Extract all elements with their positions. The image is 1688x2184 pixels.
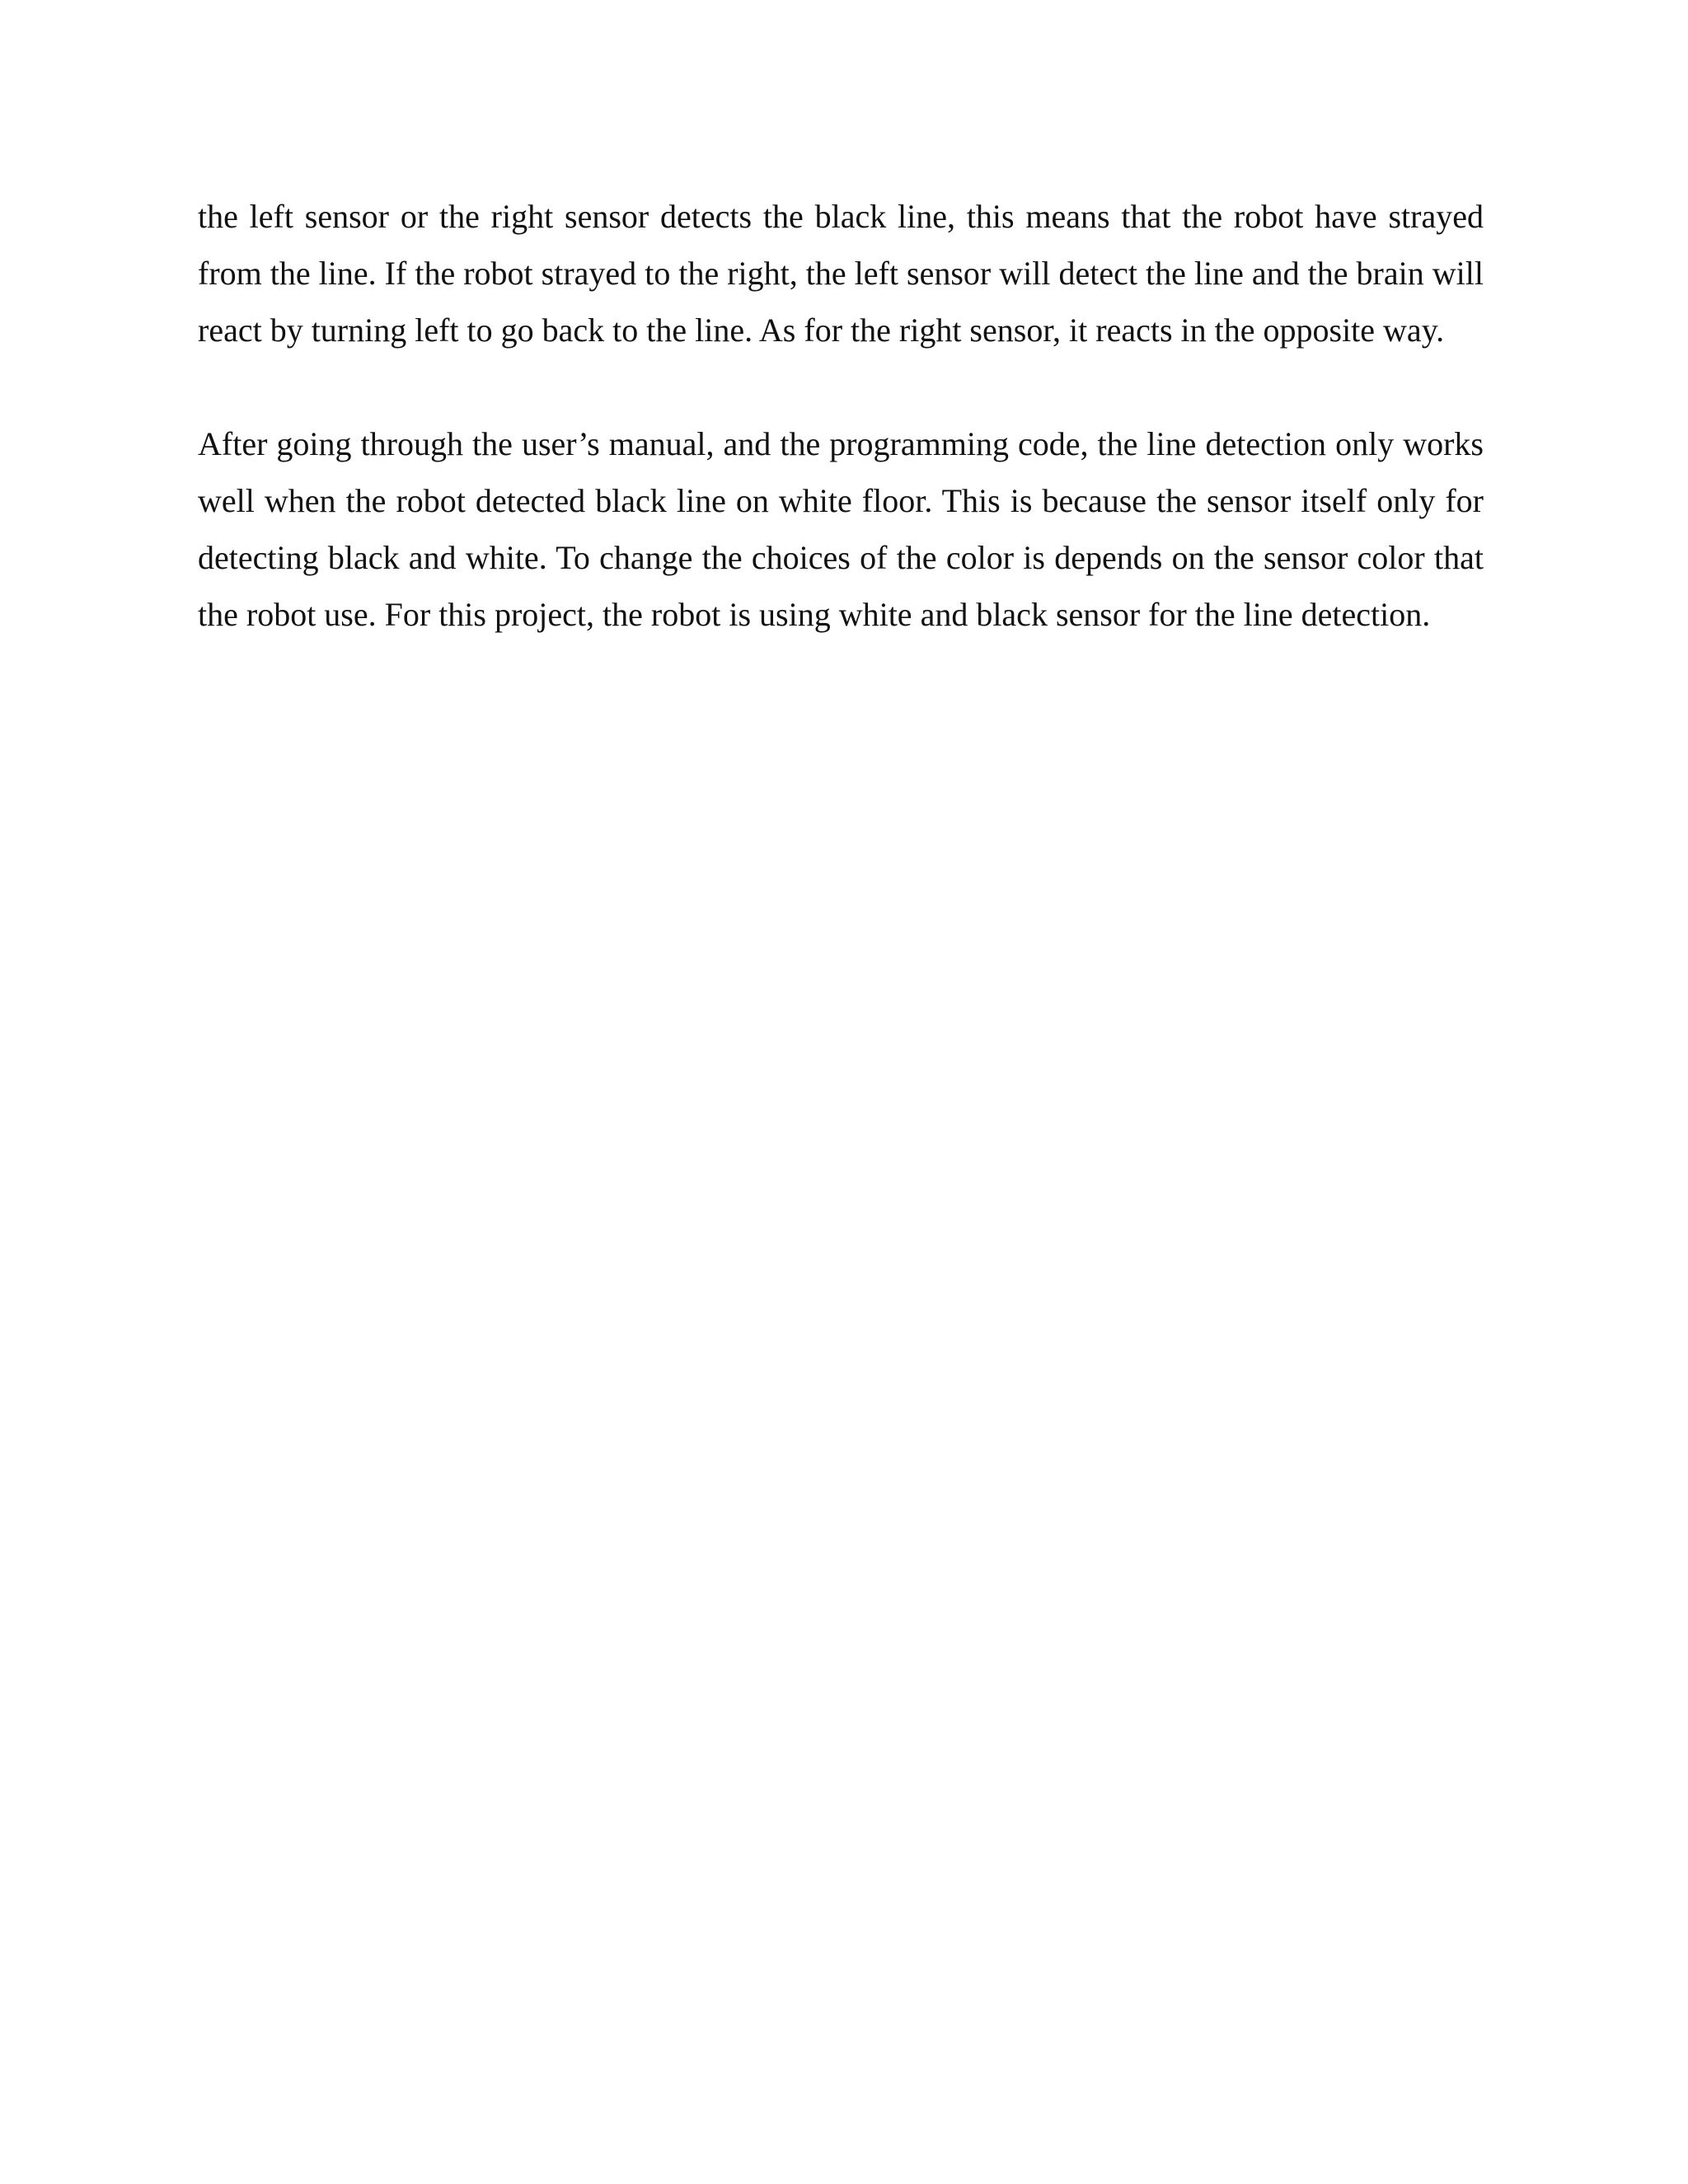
body-paragraph-1: the left sensor or the right sensor detects the black line, this means that the robot have strayed from the line. If the robot strayed to the right, the left sensor will detect the line and the brain will react by turning left to go back to the line. As for the right sensor, it reacts in the opposite way.	[198, 198, 1484, 349]
body-paragraph-2: After going through the user’s manual, and the programming code, the line detection only works well when the robot detected black line on white floor. This is because the sensor itself only for detecting black and white. To change the choices of the color is depends on the sensor color that the robot use. For this project, the robot is using white and black sensor for the line detection.	[198, 425, 1484, 633]
document-body	[198, 188, 1484, 643]
